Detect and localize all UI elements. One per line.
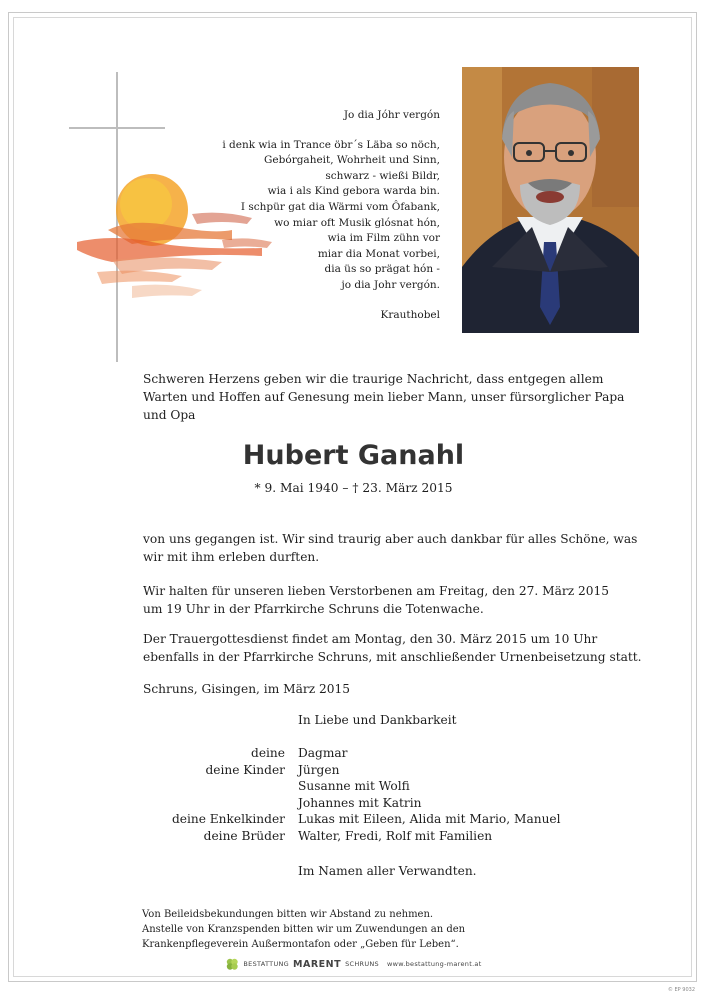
footer-note-line: Anstelle von Kranzspenden bitten wir um Zuwendungen an den [142, 924, 466, 935]
clover-icon [225, 957, 239, 971]
relative-names: Lukas mit Eileen, Alida mit Mario, Manuel [298, 812, 561, 827]
relative-names: Susanne mit Wolfi [298, 779, 410, 794]
print-code: © EP 9032 [667, 987, 695, 993]
paragraph-passing: von uns gegangen ist. Wir sind traurig aber auch dankbar für alles Schöne, was wir mit ihm erleben durften. [143, 532, 638, 564]
poem-line: I schpür gat dia Wärmi vom Ôfabank, [240, 200, 440, 213]
poem-line: wia i als Kind gebora warda bin. [267, 185, 440, 198]
poem-line: jo dia Johr vergón. [341, 278, 440, 291]
relative-row [100, 778, 600, 795]
relative-names: Johannes mit Katrin [298, 795, 422, 810]
closing-line: Im Namen aller Verwandten. [298, 864, 477, 878]
poem-line: i denk wia in Trance öbr´s Läba so nöch, [222, 138, 440, 151]
relative-role [100, 778, 298, 795]
relative-names: Walter, Fredi, Rolf mit Familien [298, 828, 493, 843]
relative-role: deine Brüder [203, 828, 285, 843]
relative-row [100, 795, 600, 812]
relative-row [100, 811, 600, 828]
relative-row [100, 745, 600, 762]
poem-line: schwarz - wießi Bildr, [325, 169, 440, 182]
poem-title: Jo dia Jóhr vergón [343, 109, 440, 121]
poem-line: wia im Film zühn vor [327, 232, 440, 245]
cross-horizontal [69, 127, 165, 129]
relative-row [100, 828, 600, 845]
relative-role: deine Kinder [205, 762, 285, 777]
footer-note-line: Krankenpflegeverein Außermontafon oder „Geben für Leben“. [142, 939, 459, 950]
footer-note [142, 907, 465, 952]
poem-author: Krauthobel [380, 308, 440, 321]
relative-row [100, 762, 600, 779]
relative-role: deine Enkelkinder [171, 812, 285, 827]
relative-names: Jürgen [298, 762, 340, 777]
poem-line: Gebórgaheit, Wohrheit und Sinn, [264, 154, 440, 167]
intro-text: Schweren Herzens geben wir die traurige Nachricht, dass entgegen allem Warten und Hoffen auf Genesung mein lieber Mann, unser fürsorglicher Papa und Opa [143, 372, 625, 422]
undertaker-brand: MARENT [293, 958, 342, 970]
poem [200, 108, 440, 323]
wake-line: Wir halten für unseren lieben Verstorbenen am Freitag, den 27. März 2015 [143, 584, 610, 598]
relative-role: deine [251, 746, 285, 760]
paragraph-wake [143, 582, 653, 618]
footer-note-line: Von Beileidsbekundungen bitten wir Abstand zu nehmen. [142, 909, 434, 920]
relative-role [100, 795, 298, 812]
undertaker-prefix: BESTATTUNG [243, 960, 290, 968]
love-line: In Liebe und Dankbarkeit [298, 713, 457, 727]
paragraph-funeral: Der Trauergottesdienst findet am Montag, den 30. März 2015 um 10 Uhr ebenfalls in der Pfarrkirche Schruns, mit anschließender Urnenbeisetzung statt. [143, 632, 642, 664]
undertaker-url: www.bestattung-marent.at [386, 960, 482, 968]
deceased-name: Hubert Ganahl [242, 440, 465, 471]
deceased-dates: * 9. Mai 1940 – † 23. März 2015 [254, 481, 453, 495]
place-date: Schruns, Gisingen, im März 2015 [143, 682, 351, 696]
poem-line: dia üs so prägat hón - [324, 263, 440, 276]
undertaker-logo [0, 957, 707, 971]
portrait-photo [462, 67, 639, 333]
undertaker-place: SCHRUNS [345, 960, 379, 968]
poem-line: miar dia Monat vorbei, [317, 247, 440, 260]
poem-line: wo miar oft Musik glósnat hón, [274, 216, 440, 229]
relatives-list [100, 745, 600, 845]
wake-line: um 19 Uhr in der Pfarrkirche Schruns die Totenwache. [143, 602, 484, 616]
relative-names: Dagmar [298, 746, 348, 760]
